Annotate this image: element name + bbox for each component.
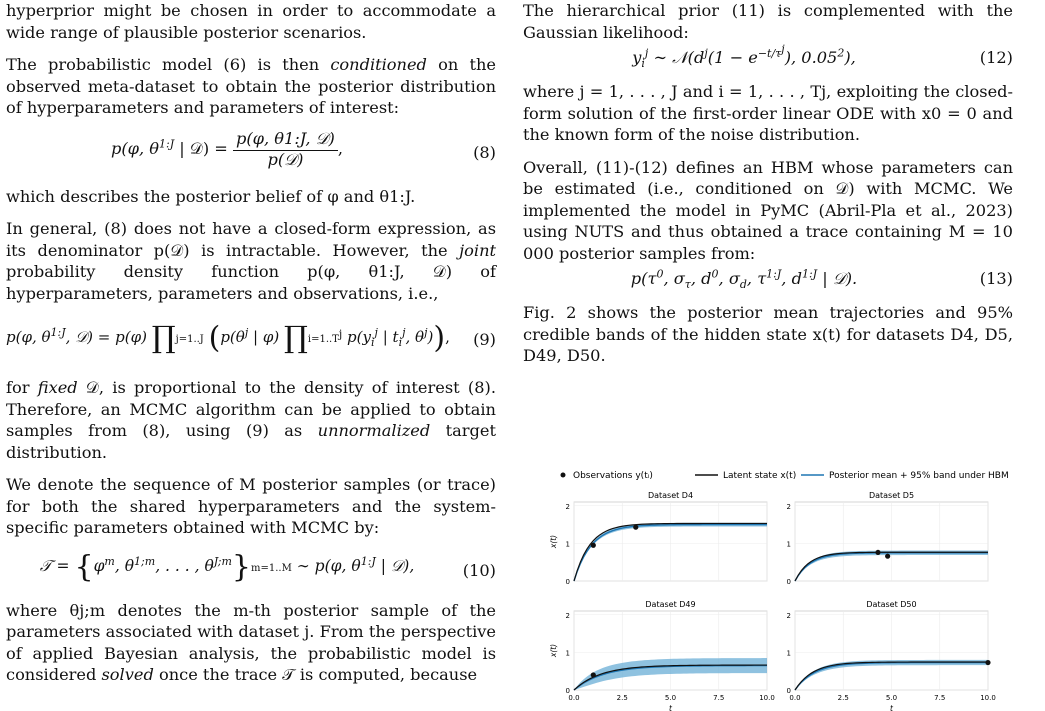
y-tick-label: 2 xyxy=(565,611,570,620)
paragraph: which describes the posterior belief of φ and θ1:J. xyxy=(6,186,416,206)
x-tick-label: 0.0 xyxy=(789,694,801,702)
paragraph: where θj;m denotes the m-th posterior sample of the parameters associated with dataset j. From the perspective of applied Bayesian analysis, the probabilistic model is considered solved once the trace 𝒯 is computed, because xyxy=(6,600,496,684)
paragraph: where j = 1, . . . , J and i = 1, . . . , Tj, exploiting the closed-form solution of the first-order linear ODE with x0 = 0 and the known form of the noise distribution. xyxy=(523,82,1013,144)
equation-number: (8) xyxy=(473,142,496,162)
y-tick-label: 1 xyxy=(565,540,570,549)
x-axis-label: t xyxy=(890,704,893,711)
panel-title: Dataset D49 xyxy=(645,600,696,609)
paragraph: In general, (8) does not have a closed-form expression, as its denominator p(𝒟) is intractable. However, the joint probability density function p(φ, θ1:J, 𝒟) of hyperparameters, parameters and observations, i.e., xyxy=(6,219,496,303)
x-tick-label: 5.0 xyxy=(664,694,677,702)
legend xyxy=(561,471,1009,481)
equation-number: (13) xyxy=(979,269,1013,288)
x-tick-label: 0.0 xyxy=(568,694,580,702)
x-tick-label: 5.0 xyxy=(885,694,898,702)
x-tick-label: 2.5 xyxy=(837,694,849,702)
observation-point xyxy=(591,543,596,548)
paragraph: The probabilistic model (6) is then conditioned on the observed meta-dataset to obtain the posterior distribution of hyperparameters and parameters of interest: xyxy=(6,55,496,117)
panel xyxy=(549,491,767,586)
y-tick-label: 0 xyxy=(565,687,570,695)
paragraph: hyperprior might be chosen in order to accommodate a wide range of plausible posterior scenarios. xyxy=(6,1,496,42)
left-column xyxy=(6,0,496,697)
y-tick-label: 0 xyxy=(786,687,791,695)
x-tick-label: 10.0 xyxy=(759,694,775,702)
legend-latent-label: Latent state x(t) xyxy=(723,471,797,481)
equation-number: (9) xyxy=(473,330,496,349)
paragraph: Fig. 2 shows the posterior mean trajectories and 95% credible bands of the hidden state x(t) for datasets D4, D5, D49, D50. xyxy=(523,303,1013,365)
y-tick-label: 1 xyxy=(786,649,791,658)
y-tick-label: 2 xyxy=(786,611,791,620)
panel-title: Dataset D50 xyxy=(866,600,917,609)
observation-point xyxy=(885,554,890,559)
panel-title: Dataset D4 xyxy=(647,491,694,500)
paragraph: for fixed 𝒟, is proportional to the density of interest (8). Therefore, an MCMC algorithm can be applied to obtain samples from (8), using (9) as unnormalized target distribution. xyxy=(6,378,497,462)
observation-point xyxy=(633,525,638,530)
y-axis-label: x(t) xyxy=(549,534,558,549)
equation-12: $y_i^j$ ∼ $𝒩(d^j(1 - e^{-t/\tau^j})$, 0.05$^2$), (12) xyxy=(632,41,1013,71)
panel xyxy=(787,491,988,586)
x-tick-label: 7.5 xyxy=(934,694,946,702)
equation-9: p(φ, $\theta^{1:J}$, 𝒟) = p(φ) ∏j=1..J ($p(\theta^j$ | φ) $\prod i=1..T^j$ $p(y_i^j$ | $t_i^j$, $\theta^j$)), (9) xyxy=(6,320,496,356)
y-tick-label: 1 xyxy=(565,649,570,658)
right-column xyxy=(523,0,1013,378)
observation-point xyxy=(875,550,880,555)
legend-observations-label: Observations y(tᵢ) xyxy=(573,471,653,481)
y-tick-label: 0 xyxy=(565,578,570,586)
observation-point xyxy=(985,660,990,665)
equation-13: $p(\tau^0$, $\sigma_\tau$, $d^0$, $\sigma_d$, $\tau^{1:J}$, $d^{1:J}$ | 𝒟). (13) xyxy=(630,267,1013,292)
observation-point xyxy=(591,672,596,677)
legend-observation-marker xyxy=(561,473,566,478)
equation-10: 𝒯 = {$\varphi^m$, $\theta^{1;m}$, . . . , $\theta^{J;m}\}m=1..M$ ∼ p(φ, $\theta^{1:J}$ | 𝒟), (10) xyxy=(39,548,496,584)
x-axis-label: t xyxy=(669,704,672,711)
y-tick-label: 2 xyxy=(786,502,791,511)
paragraph: The hierarchical prior (11) is complemented with the Gaussian likelihood: xyxy=(523,1,1013,42)
figure-2 xyxy=(523,462,1043,711)
equation-8: p(φ, $\theta^{1:J}$ | 𝒟) = $\frac{\text{p(φ, θ1:J, 𝒟)}}{\text{p(𝒟)}}$ , (8) xyxy=(110,128,496,169)
x-tick-label: 2.5 xyxy=(616,694,628,702)
panel-title: Dataset D5 xyxy=(868,491,915,500)
x-tick-label: 7.5 xyxy=(713,694,725,702)
panel xyxy=(549,600,775,711)
panel xyxy=(787,600,996,711)
y-axis-label: x(t) xyxy=(549,643,558,658)
paragraph: Overall, (11)-(12) defines an HBM whose parameters can be estimated (i.e., conditioned on 𝒟) with MCMC. We implemented the model in PyMC (Abril-Pla et al., 2023) using NUTS and thus obtained a trace containing M = 10 000 posterior samples from: xyxy=(523,157,1013,263)
y-tick-label: 1 xyxy=(786,540,791,549)
equation-number: (12) xyxy=(979,48,1013,67)
legend-posterior-label: Posterior mean + 95% band under HBM xyxy=(829,471,1009,481)
paragraph: We denote the sequence of M posterior samples (or trace) for both the shared hyperparameters and the system-specific parameters obtained with MCMC by: xyxy=(6,475,496,537)
y-tick-label: 2 xyxy=(565,502,570,511)
equation-number: (10) xyxy=(462,560,496,580)
x-tick-label: 10.0 xyxy=(980,694,996,702)
y-tick-label: 0 xyxy=(786,578,791,586)
